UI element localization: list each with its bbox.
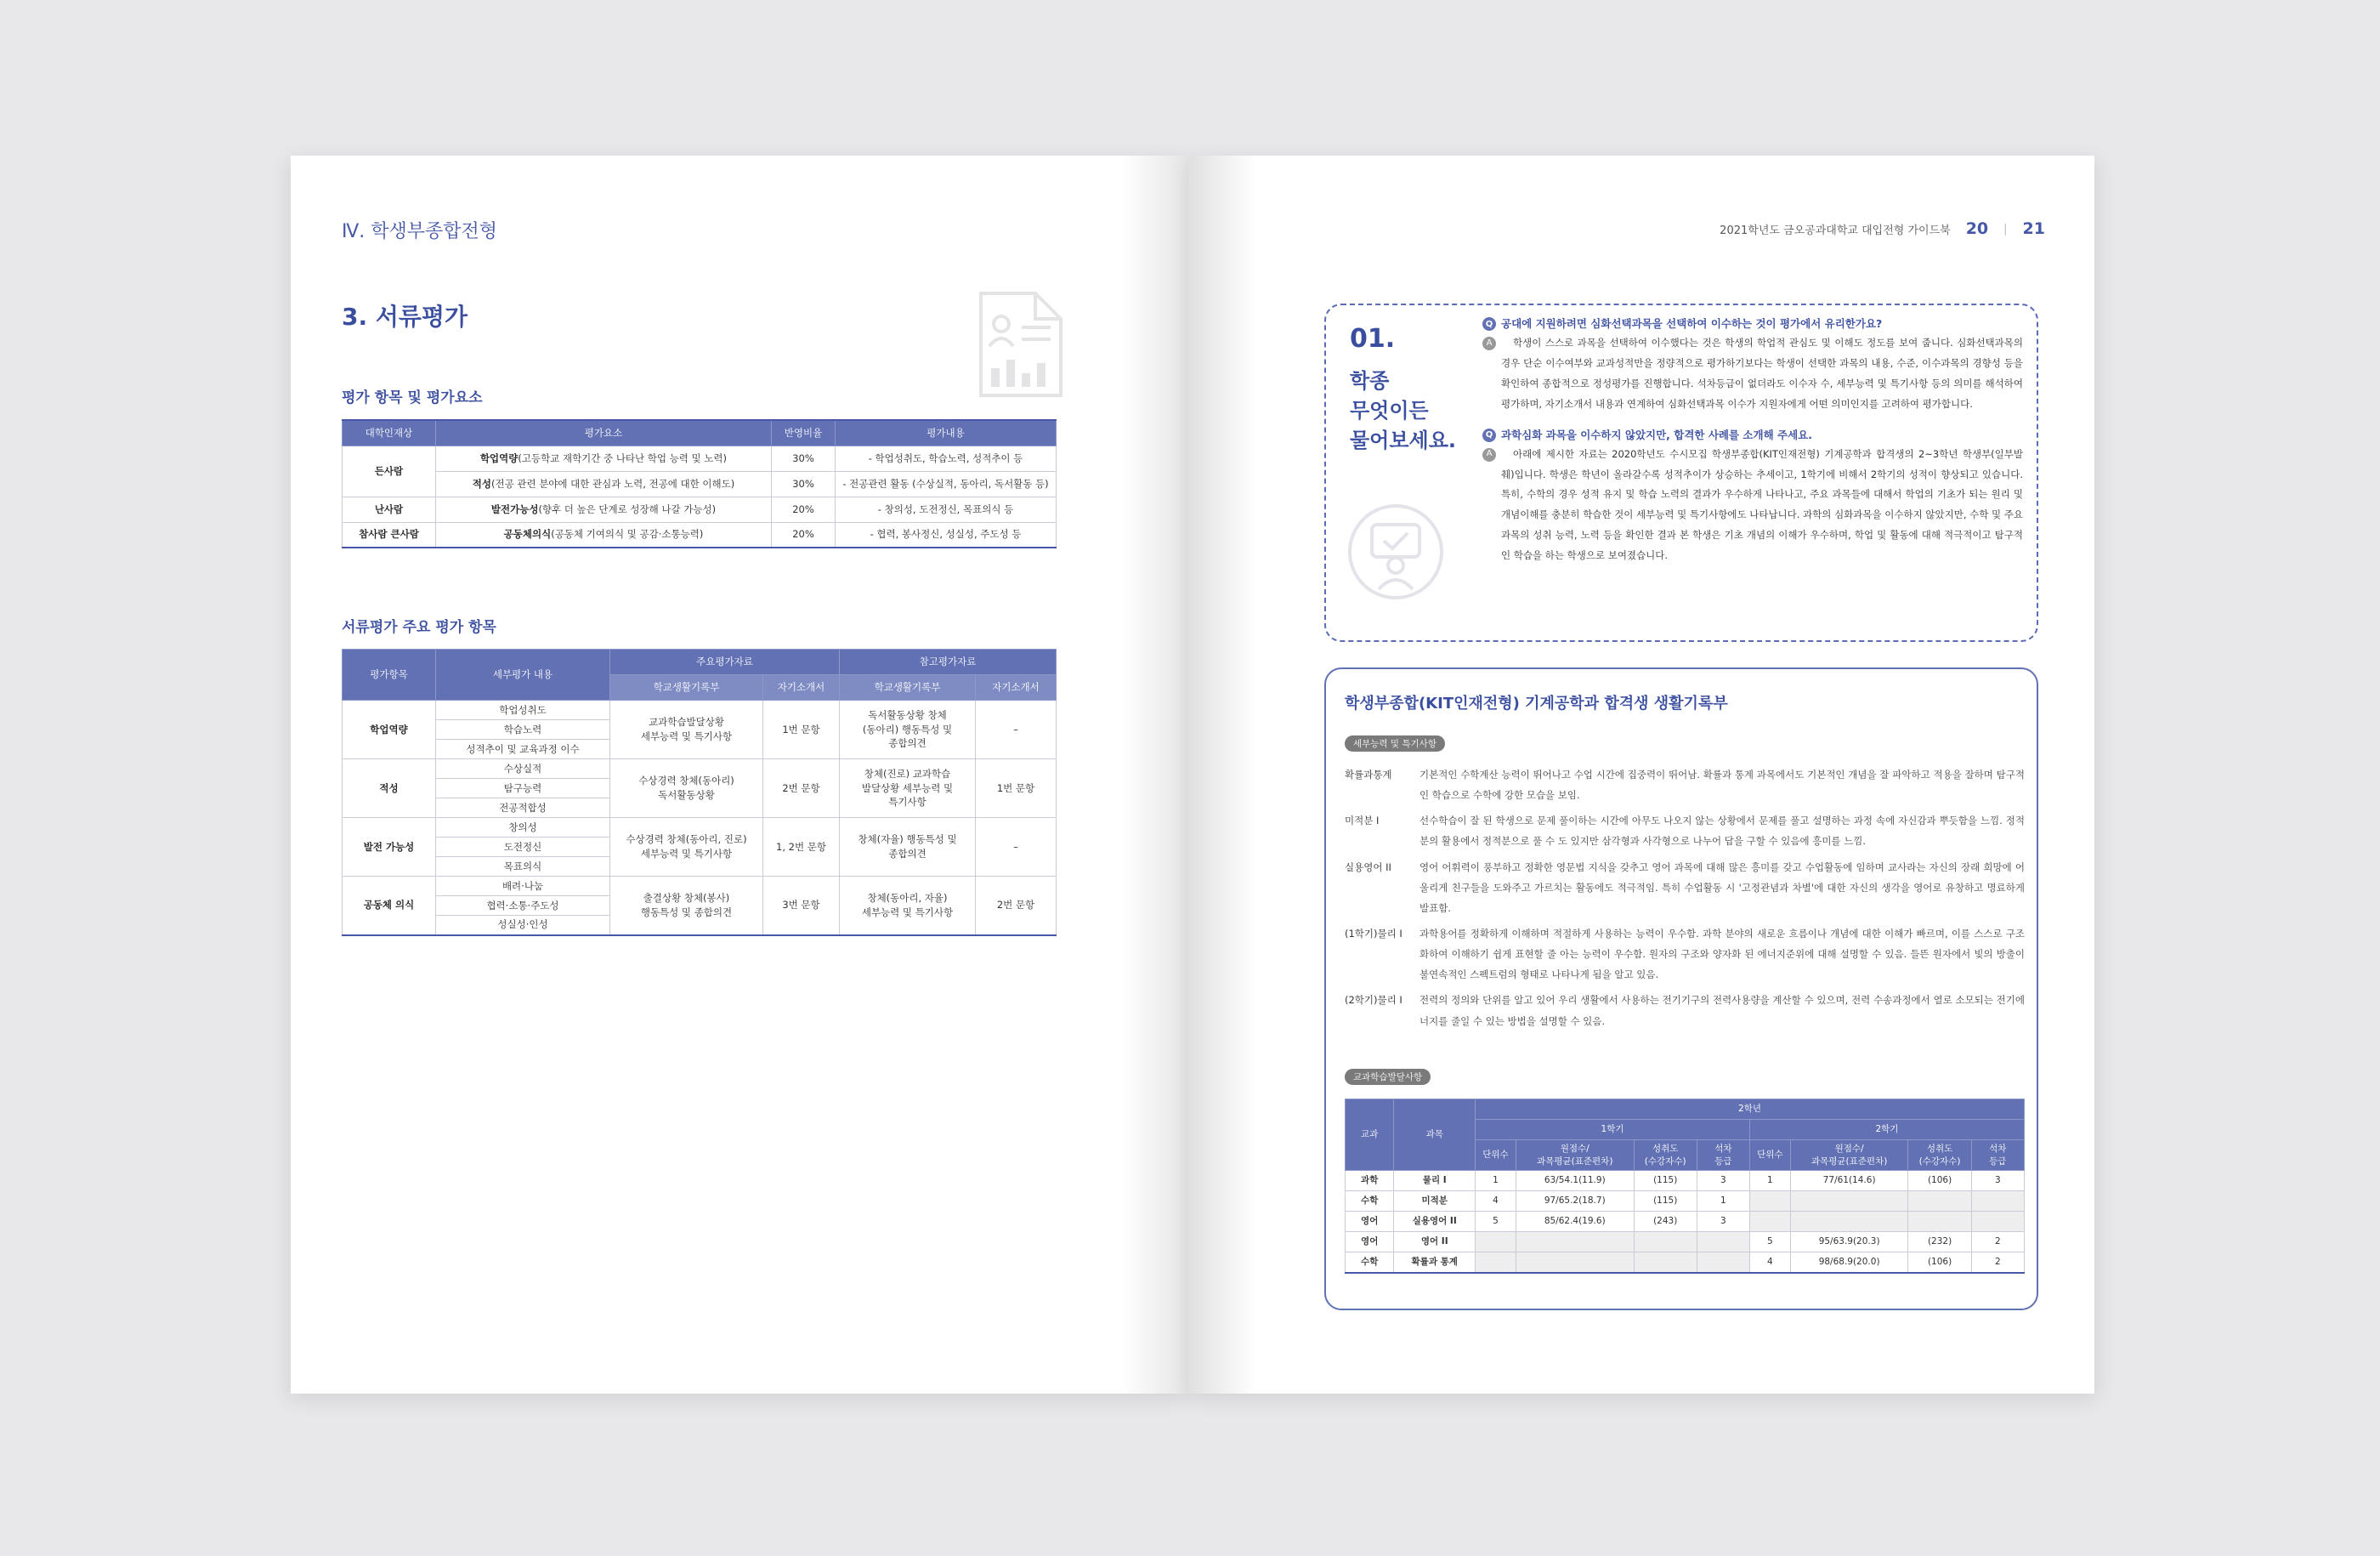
grade-cell: [1908, 1191, 1971, 1212]
material-main-record: 수상경력 창체(동아리, 진로) 세부능력 및 특기사항: [610, 818, 763, 877]
grade-cell: 95/63.9(20.3): [1790, 1232, 1908, 1252]
grade-cell: 1: [1476, 1171, 1516, 1191]
ratio: 30%: [772, 446, 836, 471]
subject-label: (2학기)물리 I: [1345, 994, 1402, 1007]
table-row: [1346, 1232, 2025, 1252]
grade-cell: [1516, 1252, 1634, 1273]
table-row: [1346, 1212, 2025, 1232]
detail-item: 성적추이 및 교육과정 이수: [436, 740, 610, 759]
criterion: 적성(전공 관련 분야에 대한 관심과 노력, 전공에 대한 이해도): [436, 471, 772, 497]
col-header: 과목: [1394, 1099, 1476, 1171]
guidebook-title: 2021학년도 금오공과대학교 대입전형 가이드북: [1720, 224, 1951, 237]
eval-item: 적성: [343, 759, 436, 818]
material-main-record: 출결상황 창체(봉사) 행동특성 및 종합의견: [610, 877, 763, 935]
criterion: 학업역량(고등학교 재학기간 중 나타난 학업 능력 및 노력): [436, 446, 772, 471]
qa-title: 학종 무엇이든 물어보세요.: [1350, 369, 1457, 452]
col-header: 2학기: [1749, 1120, 2024, 1140]
grade-cell: 2: [1971, 1232, 2024, 1252]
col-header: 평가요소: [436, 420, 772, 446]
table-row: [343, 446, 1057, 471]
right-page: [1188, 156, 2094, 1394]
grade-cell: (106): [1908, 1171, 1971, 1191]
grade-cell: 3: [1697, 1171, 1749, 1191]
eval-content: - 학업성취도, 학습노력, 성적추이 등: [836, 446, 1057, 471]
student-record-box: [1324, 667, 2038, 1310]
record-text: 과학용어를 정확하게 이해하며 적절하게 사용하는 능력이 우수함. 과학 분야의 새로운 흐름이나 개념에 대한 이해가 빠르며, 이를 스스로 구조화하여 이해하기 쉽게 표현할 줄 아는 능력이 우수함. 원자의 구조와 양자화 된 에너지준위에 대해 설명할 수 있음. 들뜬 원자에서 빛의 방출이 불연속적인 스펙트럼의 형태로 나타나게 됨을 알고 있음.: [1420, 927, 2025, 981]
detail-item: 성실성·인성: [436, 916, 610, 935]
grade-cell: 1: [1697, 1191, 1749, 1212]
record-row: [1345, 857, 2025, 918]
detail-item: 목표의식: [436, 857, 610, 877]
table2-heading: 서류평가 주요 평가 항목: [342, 619, 496, 636]
material-ref-intro: –: [976, 701, 1057, 759]
page-separator: |: [2003, 222, 2008, 236]
talent-type: 난사람: [343, 497, 436, 522]
gutter-shadow: [1188, 156, 1256, 1394]
col-header: 석차 등급: [1697, 1140, 1749, 1171]
qa-content: [1482, 315, 2023, 578]
grade-cell: [1697, 1232, 1749, 1252]
eval-content: - 전공관련 활동 (수상실적, 동아리, 독서활동 등): [836, 471, 1057, 497]
grade-cell: [1971, 1191, 2024, 1212]
grade-cell: 5: [1749, 1232, 1790, 1252]
material-main-intro: 1, 2번 문항: [763, 818, 840, 877]
grade-cell: 4: [1749, 1252, 1790, 1273]
detail-item: 수상실적: [436, 759, 610, 779]
grade-cell: 97/65.2(18.7): [1516, 1191, 1634, 1212]
ratio: 30%: [772, 471, 836, 497]
material-main-intro: 3번 문항: [763, 877, 840, 935]
talent-type: 든사람: [343, 446, 436, 497]
col-header: 2학년: [1476, 1099, 2025, 1120]
table1-heading: 평가 항목 및 평가요소: [342, 389, 483, 406]
detail-item: 탐구능력: [436, 779, 610, 798]
section-pill: 세부능력 및 특기사항: [1345, 735, 1445, 752]
grade-cell: [1790, 1212, 1908, 1232]
grade-cell: (232): [1908, 1232, 1971, 1252]
subject-label: 미적분 I: [1345, 815, 1380, 827]
detail-item: 배려·나눔: [436, 877, 610, 896]
material-ref-intro: 2번 문항: [976, 877, 1057, 935]
criterion: 발전가능성(향후 더 높은 단계로 성장해 나갈 가능성): [436, 497, 772, 522]
grade-cell: [1697, 1252, 1749, 1273]
eval-content: - 협력, 봉사정신, 성실성, 주도성 등: [836, 522, 1057, 548]
grade-cell: 1: [1749, 1171, 1790, 1191]
col-header: 성취도 (수강자수): [1634, 1140, 1697, 1171]
grade-table: [1345, 1099, 2025, 1274]
record-row: [1345, 923, 2025, 985]
col-header: 1학기: [1476, 1120, 1750, 1140]
record-title: 학생부종합(KIT인재전형) 기계공학과 합격생 생활기록부: [1345, 695, 1728, 713]
qa-box: [1324, 304, 2038, 642]
detail-item: 창의성: [436, 818, 610, 838]
grade-cell: (115): [1634, 1171, 1697, 1191]
grade-cell: 77/61(14.6): [1790, 1171, 1908, 1191]
a-badge-icon: A: [1482, 448, 1496, 462]
col-header: 주요평가자료: [610, 650, 840, 675]
subject-area: 영어: [1346, 1212, 1394, 1232]
col-header: 참고평가자료: [840, 650, 1057, 675]
col-header: 석차 등급: [1971, 1140, 2024, 1171]
eval-content: - 창의성, 도전정신, 목표의식 등: [836, 497, 1057, 522]
subject-label: (1학기)물리 I: [1345, 927, 1402, 940]
table2-body: [343, 701, 1057, 935]
table-row: [343, 818, 1057, 838]
material-ref-intro: 1번 문항: [976, 759, 1057, 818]
grade-cell: [1971, 1212, 2024, 1232]
running-header: [1720, 219, 2045, 238]
grade-cell: [1516, 1232, 1634, 1252]
material-ref-record: 독서활동상황 창체 (동아리) 행동특성 및 종합의견: [840, 701, 976, 759]
col-header: 대학인재상: [343, 420, 436, 446]
col-header: 학교생활기록부: [610, 675, 763, 701]
col-header: 원점수/ 과목평균(표준편차): [1516, 1140, 1634, 1171]
grade-cell: [1476, 1252, 1516, 1273]
detail-item: 도전정신: [436, 838, 610, 857]
record-text: 선수학습이 잘 된 학생으로 문제 풀이하는 시간에 아무도 나오지 않는 상황에서 문제를 풀고 설명하는 과정 속에 자신감과 뿌듯함을 느낌. 정적분의 활용에서 정적분으로 풀 수 도 있지만 삼각형과 사각형으로 나누어 답을 구할 수 있음에 흥미를 느낌.: [1420, 815, 2025, 848]
col-header: 교과: [1346, 1099, 1394, 1171]
table-row: [343, 759, 1057, 779]
table-row: [1346, 1252, 2025, 1273]
record-list: [1345, 764, 2025, 1036]
question-2: Q 과학심화 과목을 이수하지 않았지만, 합격한 사례를 소개해 주세요.: [1482, 427, 2023, 442]
ratio: 20%: [772, 497, 836, 522]
material-main-record: 수상경력 창체(동아리) 독서활동상황: [610, 759, 763, 818]
table-row: [1346, 1171, 2025, 1191]
grade-cell: [1749, 1191, 1790, 1212]
document-icon: [972, 290, 1064, 399]
material-main-record: 교과학습발달상황 세부능력 및 특기사항: [610, 701, 763, 759]
material-main-intro: 1번 문항: [763, 701, 840, 759]
record-text: 영어 어휘력이 풍부하고 정확한 영문법 지식을 갖추고 영어 과목에 대해 많은 흥미를 갖고 수업활동에 임하며 교사라는 자신의 장래 희망에 어울리게 친구들을 도와주고 가르치는 활동에도 적극적임. 특히 수업활동 시 '고정관념과 차별'에 대한 자신의 생각을 영어로 유창하고 명료하게 발표함.: [1420, 860, 2025, 914]
grade-cell: [1634, 1232, 1697, 1252]
grade-cell: [1790, 1191, 1908, 1212]
subject-name: 확률과 통계: [1394, 1252, 1476, 1273]
page-number-left: 20: [1965, 219, 1989, 238]
eval-item: 공동체 의식: [343, 877, 436, 935]
answer-2: A 아래에 제시한 자료는 2020학년도 수시모집 학생부종합(KIT인재전형) 기계공학과 합격생의 2~3학년 학생부(일부발췌)입니다. 학생은 학년이 올라갈수록 성적추이가 상승하는 추세이고, 1학기에 비해서 2학기의 성적이 향상되고 있습니다. 특히, 수학의 경우 성적 유지 및 학습 노력의 결과가 우수하게 나타나고, 주요 과목들에 대해서 학업의 기초가 되는 원리 및 개념이해를 충분히 학습한 것이 세부능력 및 특기사항에도 나타납니다. 과학의 심화과목을 이수하지 않았지만, 수학 및 주요 과목의 성취 능력, 노력 등을 확인한 결과 본 학생은 기초 개념의 이해가 우수하며, 학업 및 활동에 대해 적극적이고 탐구적인 학습을 하는 학생으로 보여졌습니다.: [1482, 445, 2023, 566]
qa-number: 01.: [1350, 324, 1396, 354]
grade-cell: 85/62.4(19.6): [1516, 1212, 1634, 1232]
col-header: 원점수/ 과목평균(표준편차): [1790, 1140, 1908, 1171]
subject-name: 실용영어 II: [1394, 1212, 1476, 1232]
col-header: 세부평가 내용: [436, 650, 610, 701]
chapter-title: Ⅳ. 학생부종합전형: [342, 221, 498, 242]
subject-area: 수학: [1346, 1191, 1394, 1212]
grade-cell: [1749, 1212, 1790, 1232]
record-row: [1345, 764, 2025, 805]
gutter-shadow: [1120, 156, 1188, 1394]
table-row: [343, 497, 1057, 522]
grade-cell: [1908, 1212, 1971, 1232]
col-header: 단위수: [1749, 1140, 1790, 1171]
col-header: 자기소개서: [763, 675, 840, 701]
subject-name: 영어 II: [1394, 1232, 1476, 1252]
record-row: [1345, 990, 2025, 1031]
eval-item: 발전 가능성: [343, 818, 436, 877]
q-badge-icon: Q: [1482, 429, 1496, 442]
table-row: [1346, 1191, 2025, 1212]
grade-cell: (115): [1634, 1191, 1697, 1212]
grade-cell: 3: [1697, 1212, 1749, 1232]
material-ref-record: 창체(진로) 교과학습 발달상황 세부능력 및 특기사항: [840, 759, 976, 818]
record-row: [1345, 810, 2025, 851]
grade-cell: 63/54.1(11.9): [1516, 1171, 1634, 1191]
grade-cell: 3: [1971, 1171, 2024, 1191]
subject-area: 영어: [1346, 1232, 1394, 1252]
subject-area: 수학: [1346, 1252, 1394, 1273]
talent-type: 참사람 큰사람: [343, 522, 436, 548]
subject-label: 확률과통계: [1345, 769, 1392, 781]
grade-cell: [1634, 1252, 1697, 1273]
grade-cell: (243): [1634, 1212, 1697, 1232]
subject-name: 물리 I: [1394, 1171, 1476, 1191]
material-ref-record: 창체(자율) 행동특성 및 종합의견: [840, 818, 976, 877]
col-header: 자기소개서: [976, 675, 1057, 701]
evaluation-criteria-table: [342, 419, 1057, 548]
section-pill: 교과학습발달사항: [1345, 1069, 1431, 1085]
grade-cell: [1476, 1232, 1516, 1252]
grade-body: [1346, 1171, 2025, 1273]
material-main-intro: 2번 문항: [763, 759, 840, 818]
record-text: 전력의 정의와 단위를 알고 있어 우리 생활에서 사용하는 전기기구의 전력사용량을 계산할 수 있으며, 전력 수송과정에서 열로 소모되는 전기에너지를 줄일 수 있는 방법을 설명할 수 있음.: [1420, 994, 2025, 1027]
subject-name: 미적분: [1394, 1191, 1476, 1212]
col-header: 평가항목: [343, 650, 436, 701]
table-row: [343, 877, 1057, 896]
col-header: 학교생활기록부: [840, 675, 976, 701]
col-header: 평가내용: [836, 420, 1057, 446]
col-header: 반영비율: [772, 420, 836, 446]
section-title: 3. 서류평가: [342, 303, 468, 331]
subject-area: 과학: [1346, 1171, 1394, 1191]
eval-item: 학업역량: [343, 701, 436, 759]
subject-label: 실용영어 II: [1345, 860, 1391, 873]
material-ref-record: 창체(동아리, 자율) 세부능력 및 특기사항: [840, 877, 976, 935]
detail-item: 전공적합성: [436, 798, 610, 818]
table-row: [343, 522, 1057, 548]
q-badge-icon: Q: [1482, 317, 1496, 331]
col-header: 성취도 (수강자수): [1908, 1140, 1971, 1171]
left-page: [291, 156, 1188, 1394]
grade-cell: 4: [1476, 1191, 1516, 1212]
answer-1: A 학생이 스스로 과목을 선택하여 이수했다는 것은 학생의 학업적 관심도 및 이해도 정도를 보여 줍니다. 심화선택과목의 경우 단순 이수여부와 교과성적만을 정량적으로 평가하기보다는 학생이 선택한 과목의 내용, 수준, 이수과목의 경향성 등을 확인하여 종합적으로 정성평가를 진행합니다. 석차등급이 없더라도 이수자 수, 세부능력 및 특기사항 등의 의미를 해석하여 평가하며, 자기소개서 내용과 연계하여 심화선택과목 이수가 지원자에게 어떤 의미인지를 고려하여 평가합니다.: [1482, 333, 2023, 415]
thinking-person-icon: [1346, 503, 1445, 601]
grade-cell: (106): [1908, 1252, 1971, 1273]
grade-cell: 5: [1476, 1212, 1516, 1232]
detail-item: 학습노력: [436, 720, 610, 740]
a-badge-icon: A: [1482, 337, 1496, 350]
criterion: 공동체의식(공동체 기여의식 및 공감·소통능력): [436, 522, 772, 548]
grade-cell: 98/68.9(20.0): [1790, 1252, 1908, 1273]
grade-cell: 2: [1971, 1252, 2024, 1273]
document-evaluation-table: [342, 649, 1057, 936]
material-ref-intro: –: [976, 818, 1057, 877]
ratio: 20%: [772, 522, 836, 548]
table-row: [343, 471, 1057, 497]
record-text: 기본적인 수학계산 능력이 뛰어나고 수업 시간에 집중력이 뛰어남. 확률과 통계 과목에서도 기본적인 개념을 잘 파악하고 적용을 잘하며 탐구적인 학습으로 수학에 강한 모습을 보임.: [1420, 769, 2025, 802]
detail-item: 학업성취도: [436, 701, 610, 720]
question-1: Q 공대에 지원하려면 심화선택과목을 선택하여 이수하는 것이 평가에서 유리한가요?: [1482, 315, 2023, 331]
detail-item: 협력·소통·주도성: [436, 896, 610, 916]
col-header: 단위수: [1476, 1140, 1516, 1171]
table-row: [343, 701, 1057, 720]
page-number-right: 21: [2022, 219, 2045, 238]
